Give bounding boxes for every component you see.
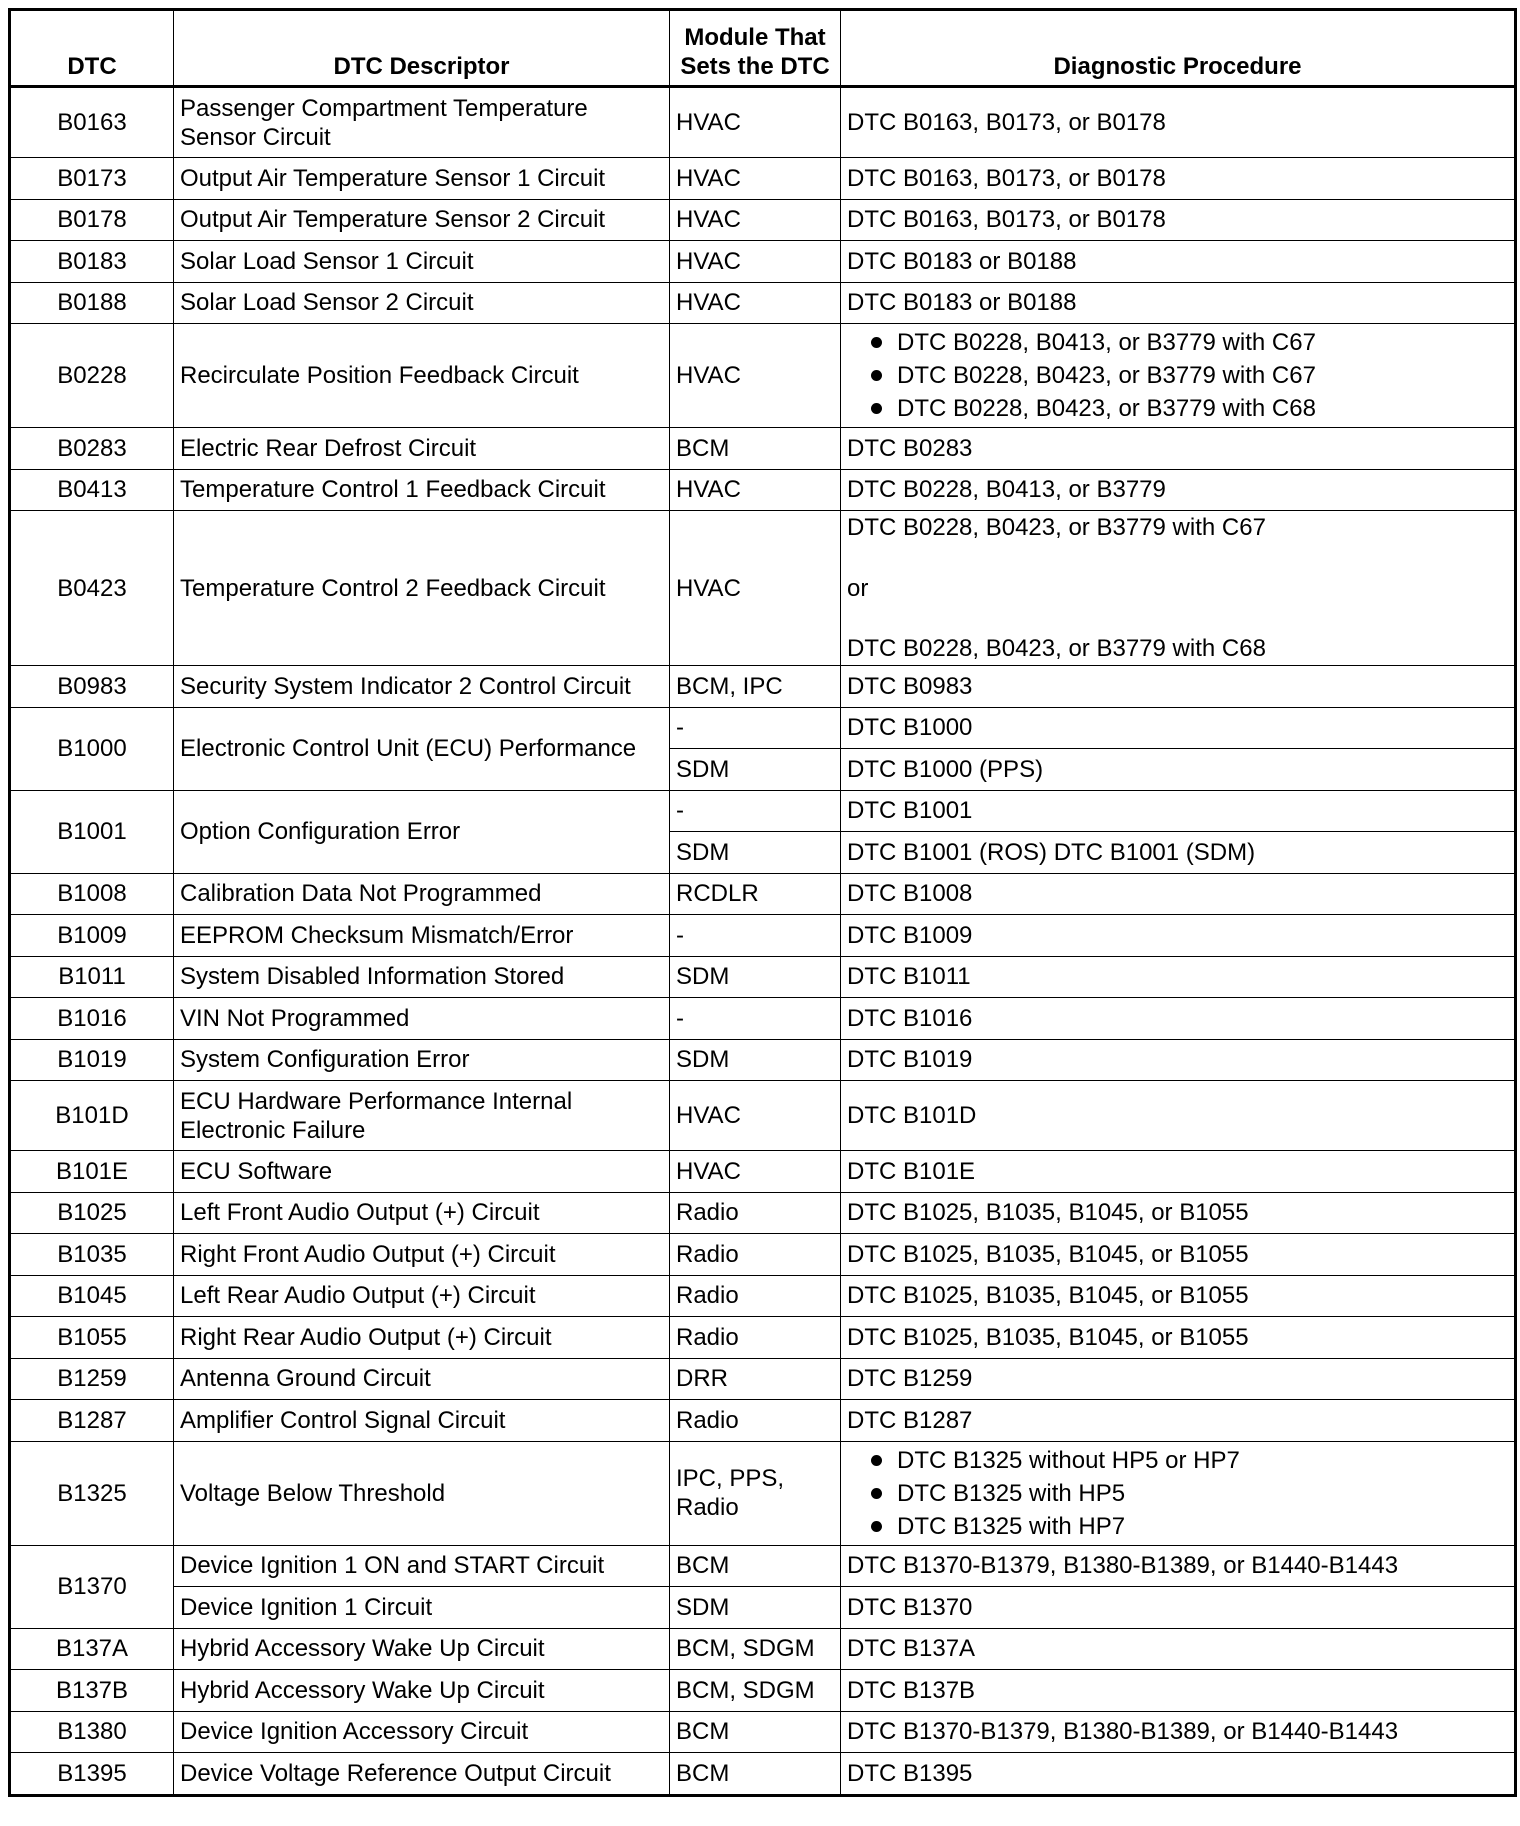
dtc-descriptor: Device Ignition 1 Circuit — [174, 1587, 670, 1629]
dtc-descriptor: Electric Rear Defrost Circuit — [174, 428, 670, 470]
dtc-descriptor: Temperature Control 2 Feedback Circuit — [174, 511, 670, 666]
dtc-code: B1011 — [10, 956, 174, 998]
dtc-code: B101D — [10, 1081, 174, 1151]
procedure-item: DTC B1325 with HP7 — [871, 1510, 1508, 1543]
table-row — [10, 1628, 1516, 1670]
dtc-module: HVAC — [670, 87, 841, 158]
dtc-module: BCM, SDGM — [670, 1628, 841, 1670]
dtc-code: B0423 — [10, 511, 174, 666]
dtc-descriptor: Recirculate Position Feedback Circuit — [174, 324, 670, 428]
dtc-descriptor: EEPROM Checksum Mismatch/Error — [174, 915, 670, 957]
table-row — [10, 324, 1516, 428]
dtc-procedure: DTC B1000 — [841, 707, 1516, 749]
dtc-code: B0188 — [10, 282, 174, 324]
header-descriptor: DTC Descriptor — [174, 10, 670, 87]
dtc-descriptor: Security System Indicator 2 Control Circuit — [174, 666, 670, 708]
dtc-descriptor: Temperature Control 1 Feedback Circuit — [174, 469, 670, 511]
dtc-code: B1380 — [10, 1711, 174, 1753]
dtc-procedure: DTC B1009 — [841, 915, 1516, 957]
dtc-module: HVAC — [670, 469, 841, 511]
dtc-descriptor: Right Rear Audio Output (+) Circuit — [174, 1317, 670, 1359]
dtc-code: B1287 — [10, 1400, 174, 1442]
procedure-line: DTC B0228, B0423, or B3779 with C67 — [847, 514, 1266, 541]
dtc-procedure: DTC B1001 — [841, 790, 1516, 832]
table-row — [10, 790, 1516, 832]
procedure-line: DTC B0228, B0423, or B3779 with C68 — [847, 635, 1266, 662]
procedure-list — [847, 326, 1508, 425]
procedure-item: DTC B0228, B0413, or B3779 with C67 — [871, 326, 1508, 359]
dtc-descriptor: Right Front Audio Output (+) Circuit — [174, 1234, 670, 1276]
dtc-module: Radio — [670, 1275, 841, 1317]
dtc-module: IPC, PPS, Radio — [670, 1441, 841, 1545]
dtc-procedure: DTC B0163, B0173, or B0178 — [841, 199, 1516, 241]
table-row — [10, 707, 1516, 749]
dtc-module: HVAC — [670, 241, 841, 283]
dtc-code: B1008 — [10, 873, 174, 915]
dtc-module: SDM — [670, 832, 841, 874]
table-row — [10, 469, 1516, 511]
table-row — [10, 511, 1516, 666]
table-row — [10, 428, 1516, 470]
dtc-code: B1395 — [10, 1753, 174, 1796]
dtc-procedure: DTC B0183 or B0188 — [841, 241, 1516, 283]
dtc-procedure: DTC B0163, B0173, or B0178 — [841, 158, 1516, 200]
dtc-code: B1025 — [10, 1192, 174, 1234]
procedure-line: or — [847, 574, 869, 602]
dtc-procedure: DTC B137A — [841, 1628, 1516, 1670]
dtc-procedure — [841, 511, 1516, 666]
procedure-item: DTC B1325 without HP5 or HP7 — [871, 1444, 1508, 1477]
dtc-procedure: DTC B0983 — [841, 666, 1516, 708]
dtc-descriptor: Device Ignition 1 ON and START Circuit — [174, 1545, 670, 1587]
dtc-table — [8, 8, 1517, 1797]
header-procedure: Diagnostic Procedure — [841, 10, 1516, 87]
dtc-procedure: DTC B1016 — [841, 998, 1516, 1040]
table-subrow — [10, 1587, 1516, 1629]
dtc-module: HVAC — [670, 324, 841, 428]
dtc-code: B1009 — [10, 915, 174, 957]
dtc-module: BCM — [670, 1753, 841, 1796]
dtc-procedure: DTC B0183 or B0188 — [841, 282, 1516, 324]
dtc-descriptor: Left Rear Audio Output (+) Circuit — [174, 1275, 670, 1317]
table-row — [10, 666, 1516, 708]
dtc-descriptor: Passenger Compartment Temperature Sensor Circuit — [174, 87, 670, 158]
dtc-code: B1325 — [10, 1441, 174, 1545]
dtc-module: BCM, SDGM — [670, 1670, 841, 1712]
dtc-procedure: DTC B101D — [841, 1081, 1516, 1151]
dtc-descriptor: Voltage Below Threshold — [174, 1441, 670, 1545]
dtc-procedure: DTC B0228, B0413, or B3779 — [841, 469, 1516, 511]
table-row — [10, 1545, 1516, 1587]
table-row — [10, 199, 1516, 241]
dtc-code: B1370 — [10, 1545, 174, 1628]
table-row — [10, 1400, 1516, 1442]
table-row — [10, 956, 1516, 998]
dtc-descriptor: System Disabled Information Stored — [174, 956, 670, 998]
dtc-procedure: DTC B1011 — [841, 956, 1516, 998]
dtc-procedure: DTC B1370-B1379, B1380-B1389, or B1440-B1443 — [841, 1711, 1516, 1753]
table-row — [10, 1081, 1516, 1151]
dtc-module: SDM — [670, 956, 841, 998]
dtc-procedure: DTC B1370 — [841, 1587, 1516, 1629]
dtc-descriptor: Hybrid Accessory Wake Up Circuit — [174, 1628, 670, 1670]
table-row — [10, 915, 1516, 957]
dtc-code: B137B — [10, 1670, 174, 1712]
table-row — [10, 1711, 1516, 1753]
dtc-procedure: DTC B1025, B1035, B1045, or B1055 — [841, 1234, 1516, 1276]
dtc-procedure: DTC B1025, B1035, B1045, or B1055 — [841, 1275, 1516, 1317]
dtc-descriptor: ECU Hardware Performance Internal Electronic Failure — [174, 1081, 670, 1151]
table-row — [10, 1670, 1516, 1712]
dtc-code: B1016 — [10, 998, 174, 1040]
dtc-module: - — [670, 998, 841, 1040]
dtc-module: SDM — [670, 749, 841, 791]
dtc-procedure: DTC B1000 (PPS) — [841, 749, 1516, 791]
dtc-descriptor: Electronic Control Unit (ECU) Performance — [174, 707, 670, 790]
table-row — [10, 998, 1516, 1040]
dtc-descriptor: Device Ignition Accessory Circuit — [174, 1711, 670, 1753]
dtc-code: B1000 — [10, 707, 174, 790]
table-header — [10, 10, 1516, 87]
dtc-code: B0178 — [10, 199, 174, 241]
table-row — [10, 1151, 1516, 1193]
dtc-module: HVAC — [670, 1081, 841, 1151]
dtc-procedure — [841, 1441, 1516, 1545]
dtc-module: HVAC — [670, 199, 841, 241]
dtc-descriptor: Solar Load Sensor 2 Circuit — [174, 282, 670, 324]
header-row — [10, 10, 1516, 87]
procedure-item: DTC B1325 with HP5 — [871, 1477, 1508, 1510]
dtc-module: BCM — [670, 1711, 841, 1753]
dtc-module: RCDLR — [670, 873, 841, 915]
header-module: Module That Sets the DTC — [670, 10, 841, 87]
dtc-code: B101E — [10, 1151, 174, 1193]
dtc-procedure: DTC B1008 — [841, 873, 1516, 915]
dtc-code: B0173 — [10, 158, 174, 200]
dtc-descriptor: Option Configuration Error — [174, 790, 670, 873]
dtc-module: BCM, IPC — [670, 666, 841, 708]
dtc-code: B0228 — [10, 324, 174, 428]
dtc-descriptor: Calibration Data Not Programmed — [174, 873, 670, 915]
table-row — [10, 158, 1516, 200]
dtc-module: BCM — [670, 1545, 841, 1587]
dtc-module: HVAC — [670, 282, 841, 324]
dtc-module: HVAC — [670, 158, 841, 200]
table-row — [10, 1753, 1516, 1796]
dtc-descriptor: VIN Not Programmed — [174, 998, 670, 1040]
dtc-procedure: DTC B1001 (ROS) DTC B1001 (SDM) — [841, 832, 1516, 874]
dtc-module: BCM — [670, 428, 841, 470]
dtc-module: - — [670, 790, 841, 832]
dtc-procedure: DTC B137B — [841, 1670, 1516, 1712]
procedure-item: DTC B0228, B0423, or B3779 with C67 — [871, 359, 1508, 392]
dtc-module: SDM — [670, 1587, 841, 1629]
dtc-code: B0163 — [10, 87, 174, 158]
table-row — [10, 87, 1516, 158]
dtc-procedure: DTC B1370-B1379, B1380-B1389, or B1440-B1443 — [841, 1545, 1516, 1587]
dtc-descriptor: Output Air Temperature Sensor 2 Circuit — [174, 199, 670, 241]
table-row — [10, 873, 1516, 915]
dtc-module: - — [670, 707, 841, 749]
dtc-procedure: DTC B1019 — [841, 1039, 1516, 1081]
table-row — [10, 1192, 1516, 1234]
dtc-procedure: DTC B1025, B1035, B1045, or B1055 — [841, 1317, 1516, 1359]
table-row — [10, 241, 1516, 283]
dtc-module: - — [670, 915, 841, 957]
dtc-code: B0183 — [10, 241, 174, 283]
dtc-procedure: DTC B0283 — [841, 428, 1516, 470]
dtc-code: B0413 — [10, 469, 174, 511]
table-body — [10, 87, 1516, 1796]
table-row — [10, 1317, 1516, 1359]
table-row — [10, 1039, 1516, 1081]
table-row — [10, 1234, 1516, 1276]
dtc-descriptor: Output Air Temperature Sensor 1 Circuit — [174, 158, 670, 200]
dtc-code: B0283 — [10, 428, 174, 470]
dtc-procedure: DTC B0163, B0173, or B0178 — [841, 87, 1516, 158]
dtc-descriptor: System Configuration Error — [174, 1039, 670, 1081]
table-row — [10, 1441, 1516, 1545]
procedure-item: DTC B0228, B0423, or B3779 with C68 — [871, 392, 1508, 425]
dtc-descriptor: Antenna Ground Circuit — [174, 1358, 670, 1400]
dtc-module: SDM — [670, 1039, 841, 1081]
dtc-procedure: DTC B1025, B1035, B1045, or B1055 — [841, 1192, 1516, 1234]
dtc-code: B0983 — [10, 666, 174, 708]
table-row — [10, 282, 1516, 324]
dtc-descriptor: Device Voltage Reference Output Circuit — [174, 1753, 670, 1796]
dtc-code: B1001 — [10, 790, 174, 873]
dtc-procedure: DTC B1395 — [841, 1753, 1516, 1796]
dtc-code: B137A — [10, 1628, 174, 1670]
procedure-list — [847, 1444, 1508, 1543]
dtc-code: B1259 — [10, 1358, 174, 1400]
dtc-descriptor: Left Front Audio Output (+) Circuit — [174, 1192, 670, 1234]
dtc-descriptor: Hybrid Accessory Wake Up Circuit — [174, 1670, 670, 1712]
dtc-code: B1055 — [10, 1317, 174, 1359]
dtc-code: B1019 — [10, 1039, 174, 1081]
dtc-procedure: DTC B101E — [841, 1151, 1516, 1193]
dtc-code: B1035 — [10, 1234, 174, 1276]
dtc-module: DRR — [670, 1358, 841, 1400]
dtc-module: HVAC — [670, 511, 841, 666]
dtc-module: Radio — [670, 1317, 841, 1359]
table-row — [10, 1275, 1516, 1317]
dtc-procedure: DTC B1259 — [841, 1358, 1516, 1400]
header-dtc: DTC — [10, 10, 174, 87]
dtc-module: HVAC — [670, 1151, 841, 1193]
dtc-descriptor: Solar Load Sensor 1 Circuit — [174, 241, 670, 283]
dtc-procedure — [841, 324, 1516, 428]
dtc-procedure: DTC B1287 — [841, 1400, 1516, 1442]
dtc-module: Radio — [670, 1234, 841, 1276]
dtc-descriptor: ECU Software — [174, 1151, 670, 1193]
dtc-descriptor: Amplifier Control Signal Circuit — [174, 1400, 670, 1442]
dtc-module: Radio — [670, 1400, 841, 1442]
dtc-code: B1045 — [10, 1275, 174, 1317]
table-row — [10, 1358, 1516, 1400]
dtc-module: Radio — [670, 1192, 841, 1234]
